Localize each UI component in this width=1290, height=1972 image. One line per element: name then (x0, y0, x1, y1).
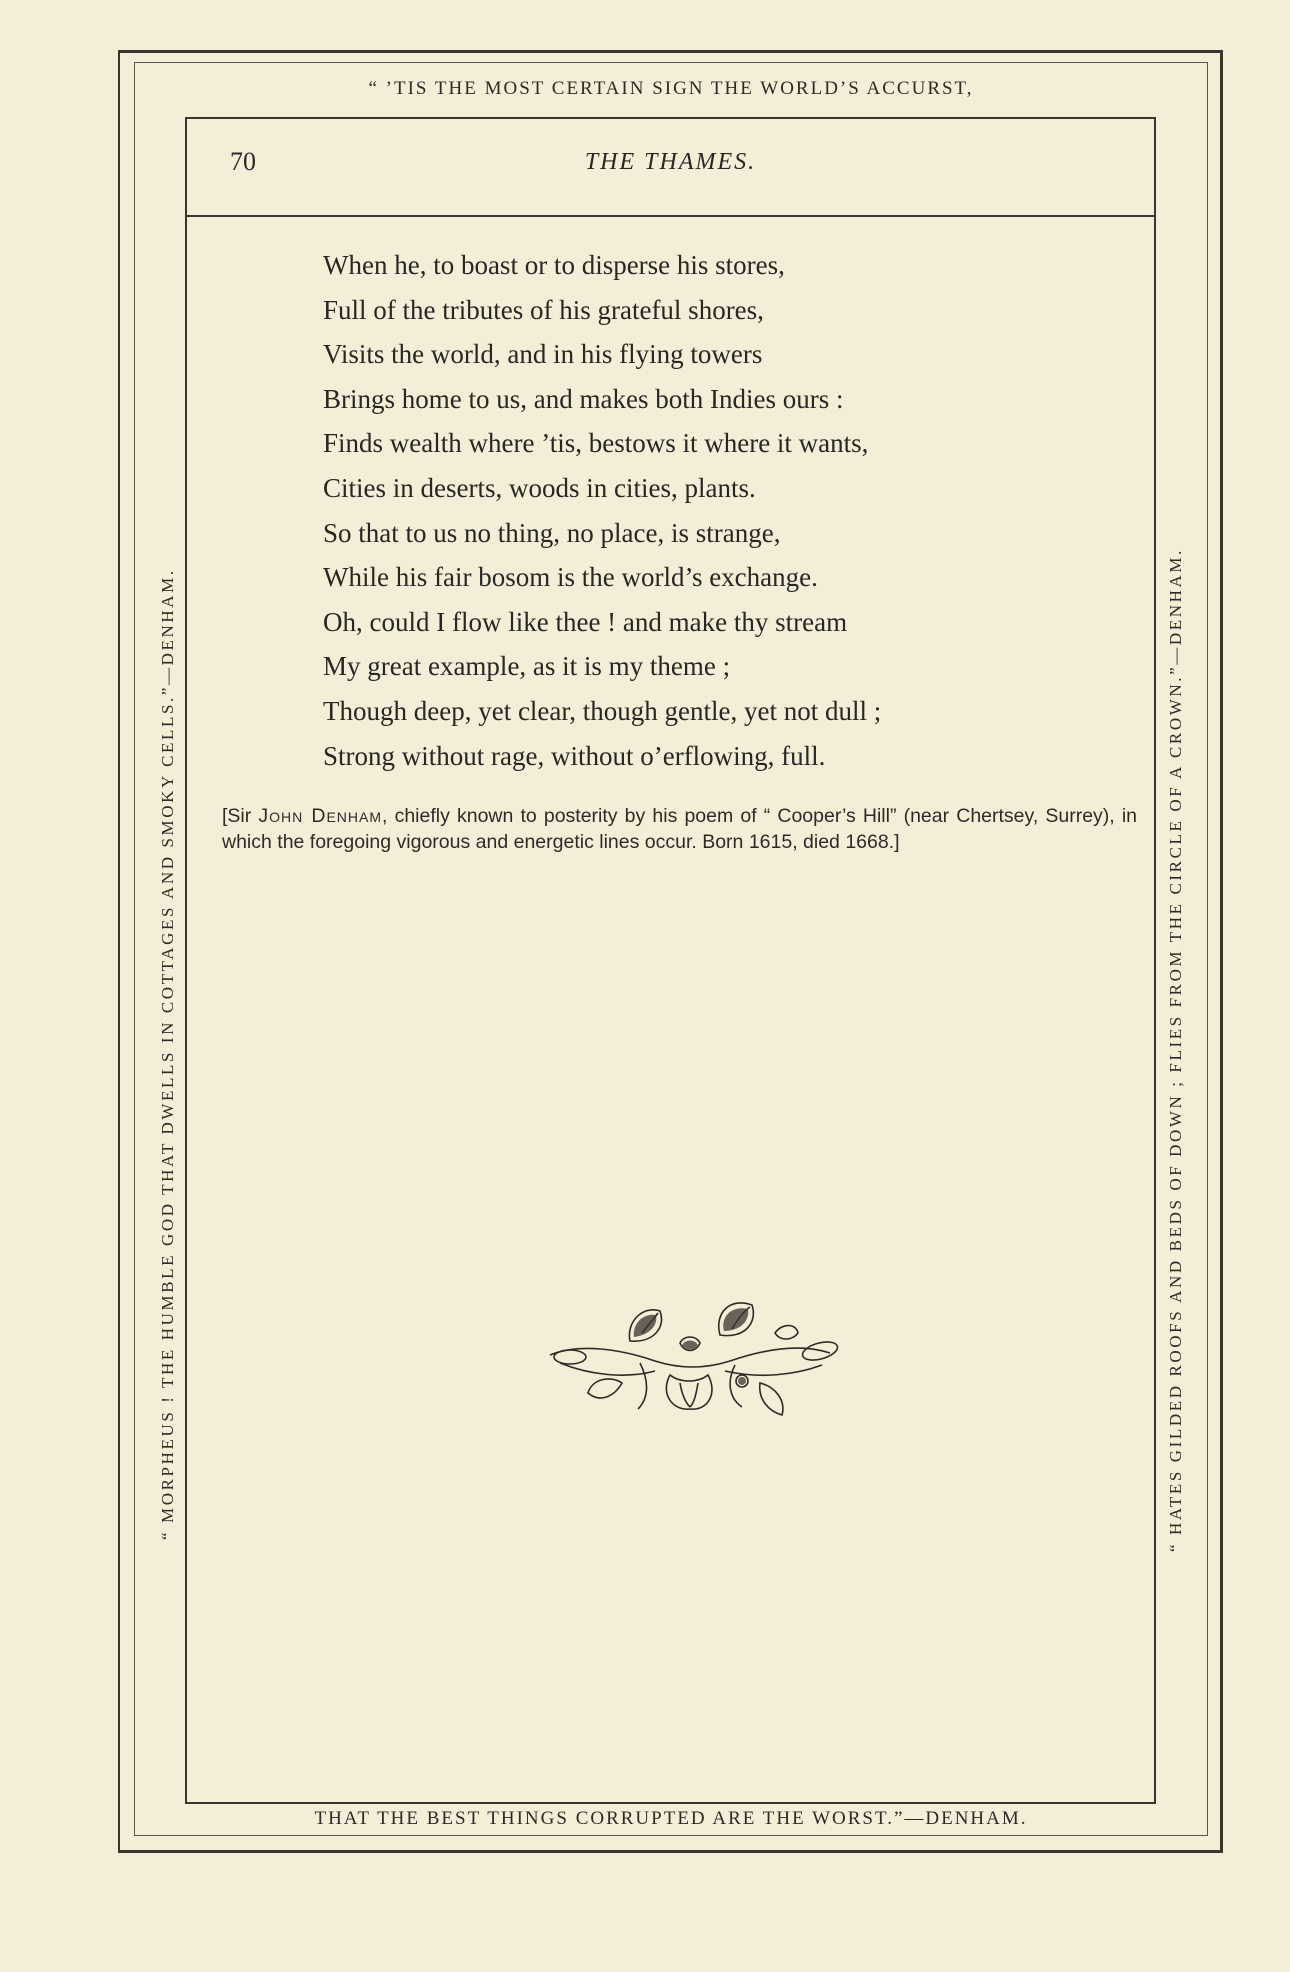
note-author: John Denham (258, 805, 383, 827)
poem-line: Full of the tributes of his grateful shores, (323, 294, 764, 325)
running-title: THE THAMES. (584, 149, 757, 175)
floral-vignette-icon (530, 1283, 850, 1433)
poem-line: Oh, could I flow like thee ! and make thy stream (323, 606, 848, 637)
poem-line: So that to us no thing, no place, is strange, (323, 517, 781, 548)
poem-line: Brings home to us, and makes both Indies ours : (323, 383, 844, 414)
poem-line: When he, to boast or to disperse his stores, (323, 250, 785, 280)
poem-line: While his fair bosom is the world’s exchange. (323, 562, 818, 593)
note-open: [Sir (222, 805, 259, 827)
poem-line: Cities in deserts, woods in cities, plants. (323, 472, 756, 503)
left-side-motto: “ MORPHEUS ! THE HUMBLE GOD THAT DWELLS IN COTTAGES AND SMOKY CELLS.”—DENHAM. (158, 568, 177, 1540)
right-side-motto: “ HATES GILDED ROOFS AND BEDS OF DOWN ; FLIES FROM THE CIRCLE OF A CROWN.”—DENHAM. (1166, 548, 1185, 1552)
top-motto: “ ’TIS THE MOST CERTAIN SIGN THE WORLD’S ACCURST, (368, 78, 974, 99)
poem (323, 243, 1123, 778)
poem-line: Finds wealth where ’tis, bestows it where it wants, (323, 428, 869, 459)
poem-line: Strong without rage, without o’erflowing, full. (323, 740, 826, 771)
poem-line: My great example, as it is my theme ; (323, 651, 731, 682)
poem-line: Visits the world, and in his flying towers (323, 339, 763, 370)
author-note (222, 803, 1137, 855)
bottom-motto: THAT THE BEST THINGS CORRUPTED ARE THE WORST.”—DENHAM. (314, 1808, 1028, 1829)
page-number: 70 (230, 147, 256, 176)
note-text: , chiefly known to posterity by his poem of “ Cooper’s Hill” (near Chertsey, Surrey), in which the foregoing vigorous and energetic lines occur. Born 1615, died 1668.] (222, 805, 1138, 853)
poem-line: Though deep, yet clear, though gentle, yet not dull ; (323, 695, 882, 726)
header-rule (187, 215, 1154, 217)
